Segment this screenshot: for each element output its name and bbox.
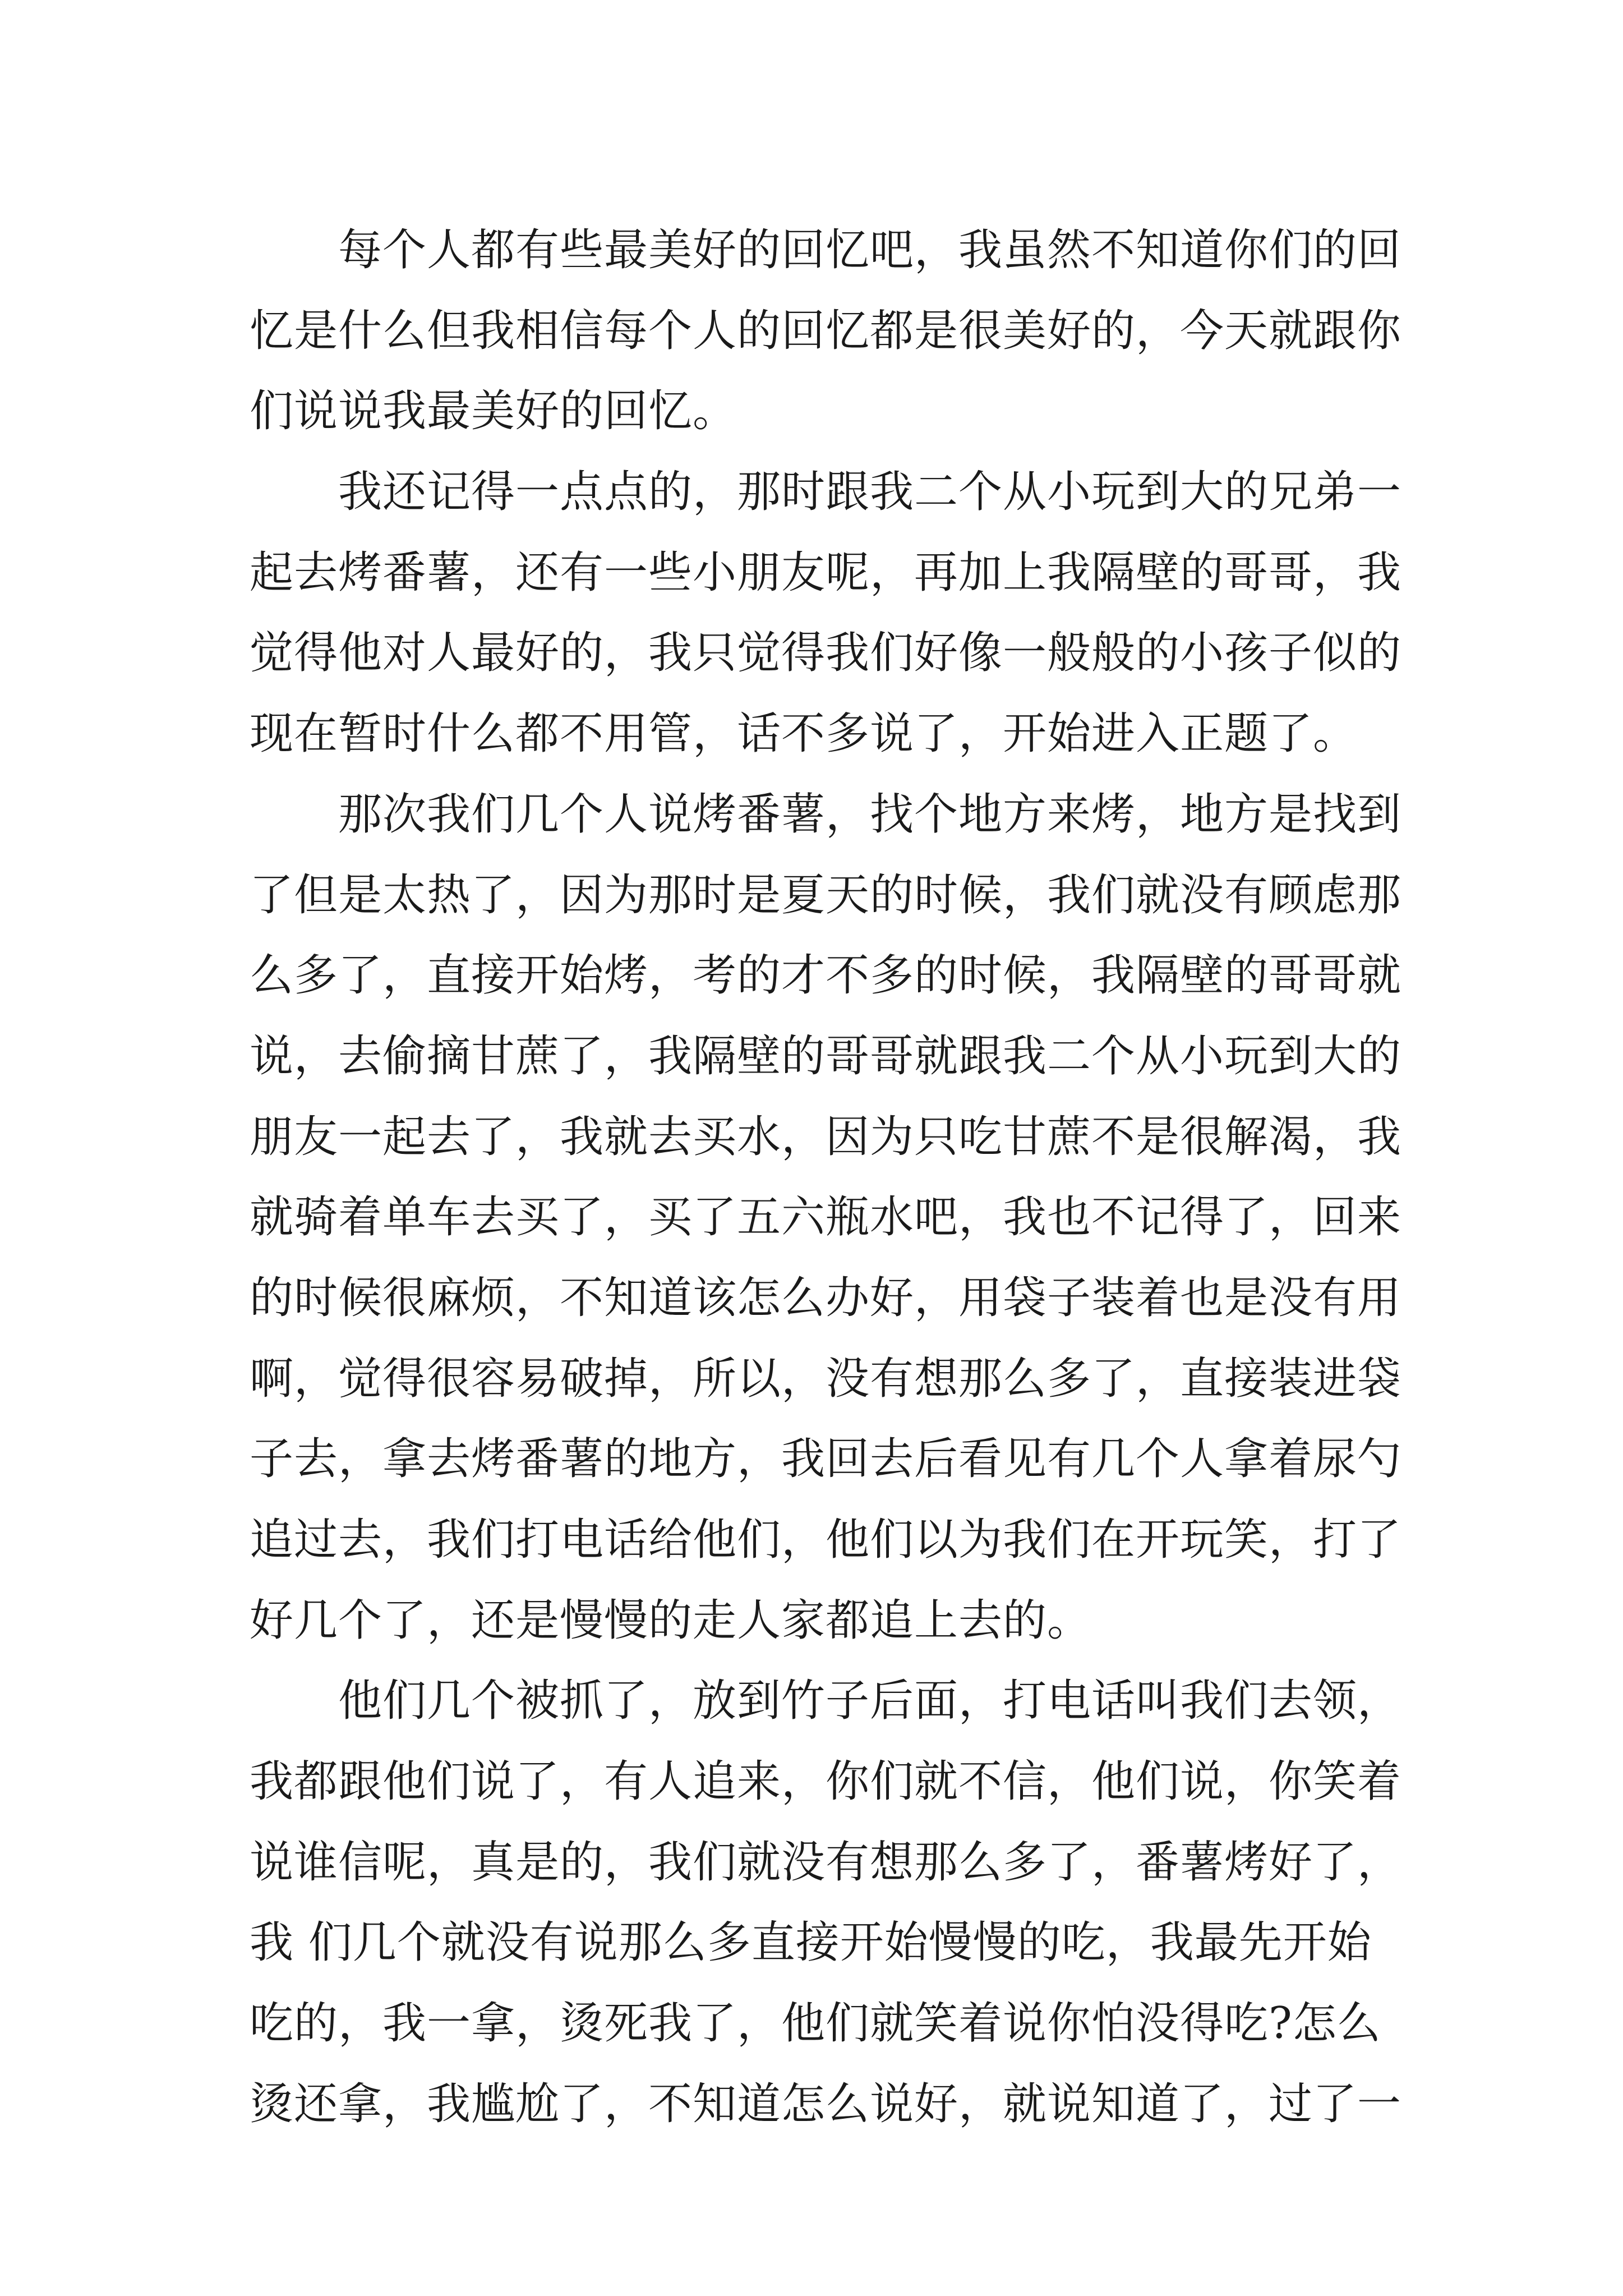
text-line: 朋友一起去了，我就去买水，因为只吃甘蔗不是很解渴，我 [250,1111,1402,1162]
text-line: 说谁信呢，真是的，我们就没有想那么多了，番薯烤好了， [250,1837,1402,1888]
text-line: 追过去，我们打电话给他们，他们以为我们在开玩笑，打了 [250,1515,1402,1565]
text-line: 说，去偷摘甘蔗了，我隔壁的哥哥就跟我二个从小玩到大的 [250,1030,1402,1082]
paragraph-1 [250,210,1402,452]
document-body [250,210,1402,2145]
paragraph-2 [250,452,1402,775]
text-line: 么多了，直接开始烤，考的才不多的时候，我隔壁的哥哥就 [250,950,1402,1001]
paragraph-3 [250,775,1402,1662]
text-line: 们说说我最美好的回忆。 [250,386,737,437]
text-line: 他们几个被抓了，放到竹子后面，打电话叫我们去领， [250,1676,1402,1727]
text-line: 烫还拿，我尴尬了，不知道怎么说好，就说知道了，过了一 [250,2078,1402,2129]
text-line: 我 们几个就没有说那么多直接开始慢慢的吃，我最先开始 [250,1917,1372,1968]
text-line: 每个人都有些最美好的回忆吧，我虽然不知道你们的回 [250,225,1402,275]
text-line: 忆是什么但我相信每个人的回忆都是很美好的，今天就跟你 [250,305,1402,356]
text-line: 好几个了，还是慢慢的走人家都追上去的。 [250,1595,1092,1646]
text-line: 现在暂时什么都不用管，话不多说了，开始进入正题了。 [250,708,1358,760]
text-line: 吃的，我一拿，烫死我了，他们就笑着说你怕没得吃?怎么 [250,1998,1381,2049]
text-line: 的时候很麻烦，不知道该怎么办好，用袋子装着也是没有用 [250,1272,1402,1323]
text-line: 啊，觉得很容易破掉，所以，没有想那么多了，直接装进袋 [250,1353,1402,1404]
text-line: 那次我们几个人说烤番薯，找个地方来烤，地方是找到 [250,789,1402,840]
text-line: 觉得他对人最好的，我只觉得我们好像一般般的小孩子似的 [250,628,1402,679]
text-line: 就骑着单车去买了，买了五六瓶水吧，我也不记得了，回来 [250,1192,1402,1243]
text-line: 我还记得一点点的，那时跟我二个从小玩到大的兄弟一 [250,467,1402,518]
text-line: 了但是太热了，因为那时是夏天的时候，我们就没有顾虑那 [250,869,1402,921]
paragraph-4 [250,1661,1402,2145]
text-line: 子去，拿去烤番薯的地方，我回去后看见有几个人拿着尿勺 [250,1434,1402,1485]
text-line: 起去烤番薯，还有一些小朋友呢，再加上我隔壁的哥哥，我 [250,547,1402,598]
text-line: 我都跟他们说了，有人追来，你们就不信，他们说，你笑着 [250,1756,1402,1807]
